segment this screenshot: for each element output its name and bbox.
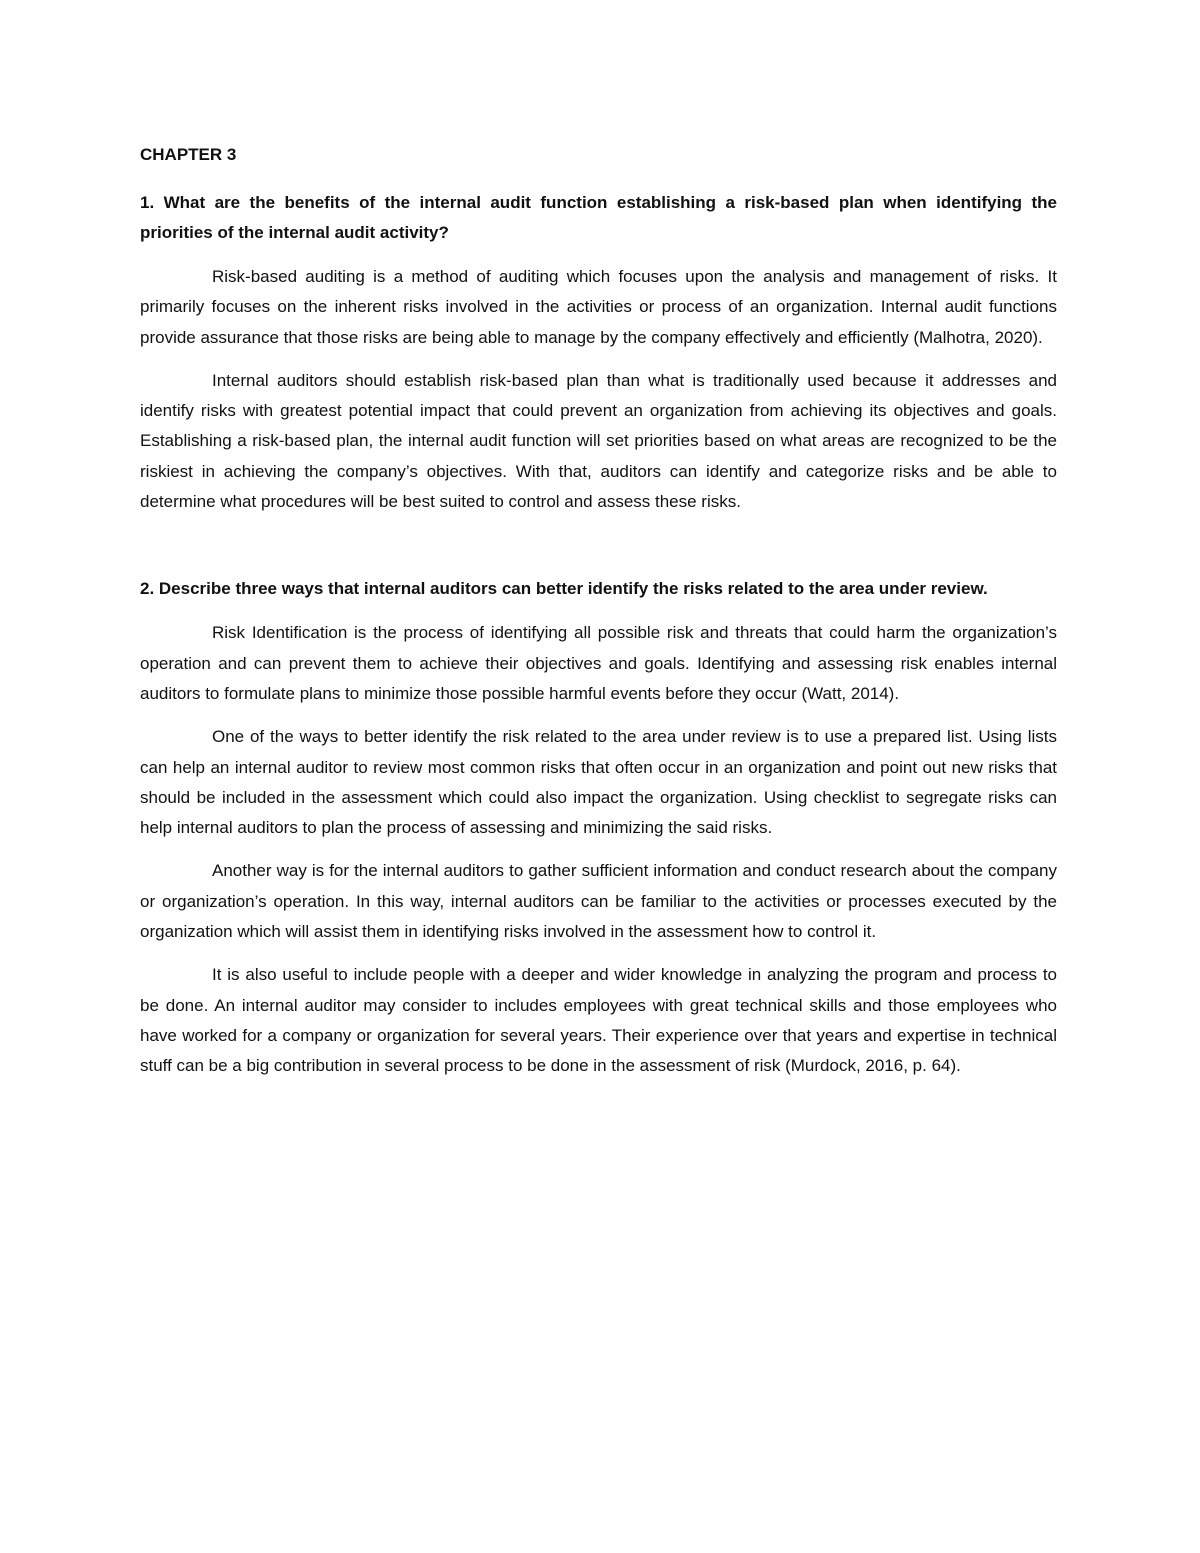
paragraph: Risk-based auditing is a method of auditing which focuses upon the analysis and management of risks. It primarily focuses on the inherent risks involved in the activities or process of an organization. Internal audit functions provide assurance that those risks are being able to manage by the company effectively and efficiently (Malhotra, 2020). [140, 267, 1057, 347]
paragraph: Internal auditors should establish risk-based plan than what is traditionally used because it addresses and identify risks with greatest potential impact that could prevent an organization from achieving its objectives and goals. Establishing a risk-based plan, the internal audit function will set priorities based on what areas are recognized to be the riskiest in achieving the company’s objectives. With that, auditors can identify and categorize risks and be able to determine what procedures will be best suited to control and assess these risks. [140, 370, 1057, 512]
section-1 [140, 188, 1057, 517]
paragraph: It is also useful to include people with a deeper and wider knowledge in analyzing the program and process to be done. An internal auditor may consider to includes employees with great technical skills and those employees who have worked for a company or organization for several years. Their experience over that years and expertise in technical stuff can be a big contribution in several process to be done in the assessment of risk (Murdock, 2016, p. 64). [140, 965, 1057, 1076]
paragraph: One of the ways to better identify the risk related to the area under review is to use a prepared list. Using lists can help an internal auditor to review most common risks that often occur in an organization and point out new risks that should be included in the assessment which could also impact the organization. Using checklist to segregate risks can help internal auditors to plan the process of assessing and minimizing the said risks. [140, 727, 1057, 838]
question-1: 1. What are the benefits of the internal audit function establishing a risk-based plan when identifying the priorities of the internal audit activity? [140, 193, 1057, 242]
chapter-heading: CHAPTER 3 [140, 145, 237, 164]
section-2 [140, 574, 1057, 1081]
paragraph: Risk Identification is the process of identifying all possible risk and threats that could harm the organization’s operation and can prevent them to achieve their objectives and goals. Identifying and assessing risk enables internal auditors to formulate plans to minimize those possible harmful events before they occur (Watt, 2014). [140, 623, 1057, 703]
question-2: 2. Describe three ways that internal auditors can better identify the risks related to the area under review. [140, 579, 988, 599]
section-spacer [140, 530, 1057, 574]
paragraph: Another way is for the internal auditors to gather sufficient information and conduct research about the company or organization’s operation. In this way, internal auditors can be familiar to the activities or processes executed by the organization which will assist them in identifying risks involved in the assessment how to control it. [140, 861, 1057, 942]
document-page [140, 140, 1057, 1095]
